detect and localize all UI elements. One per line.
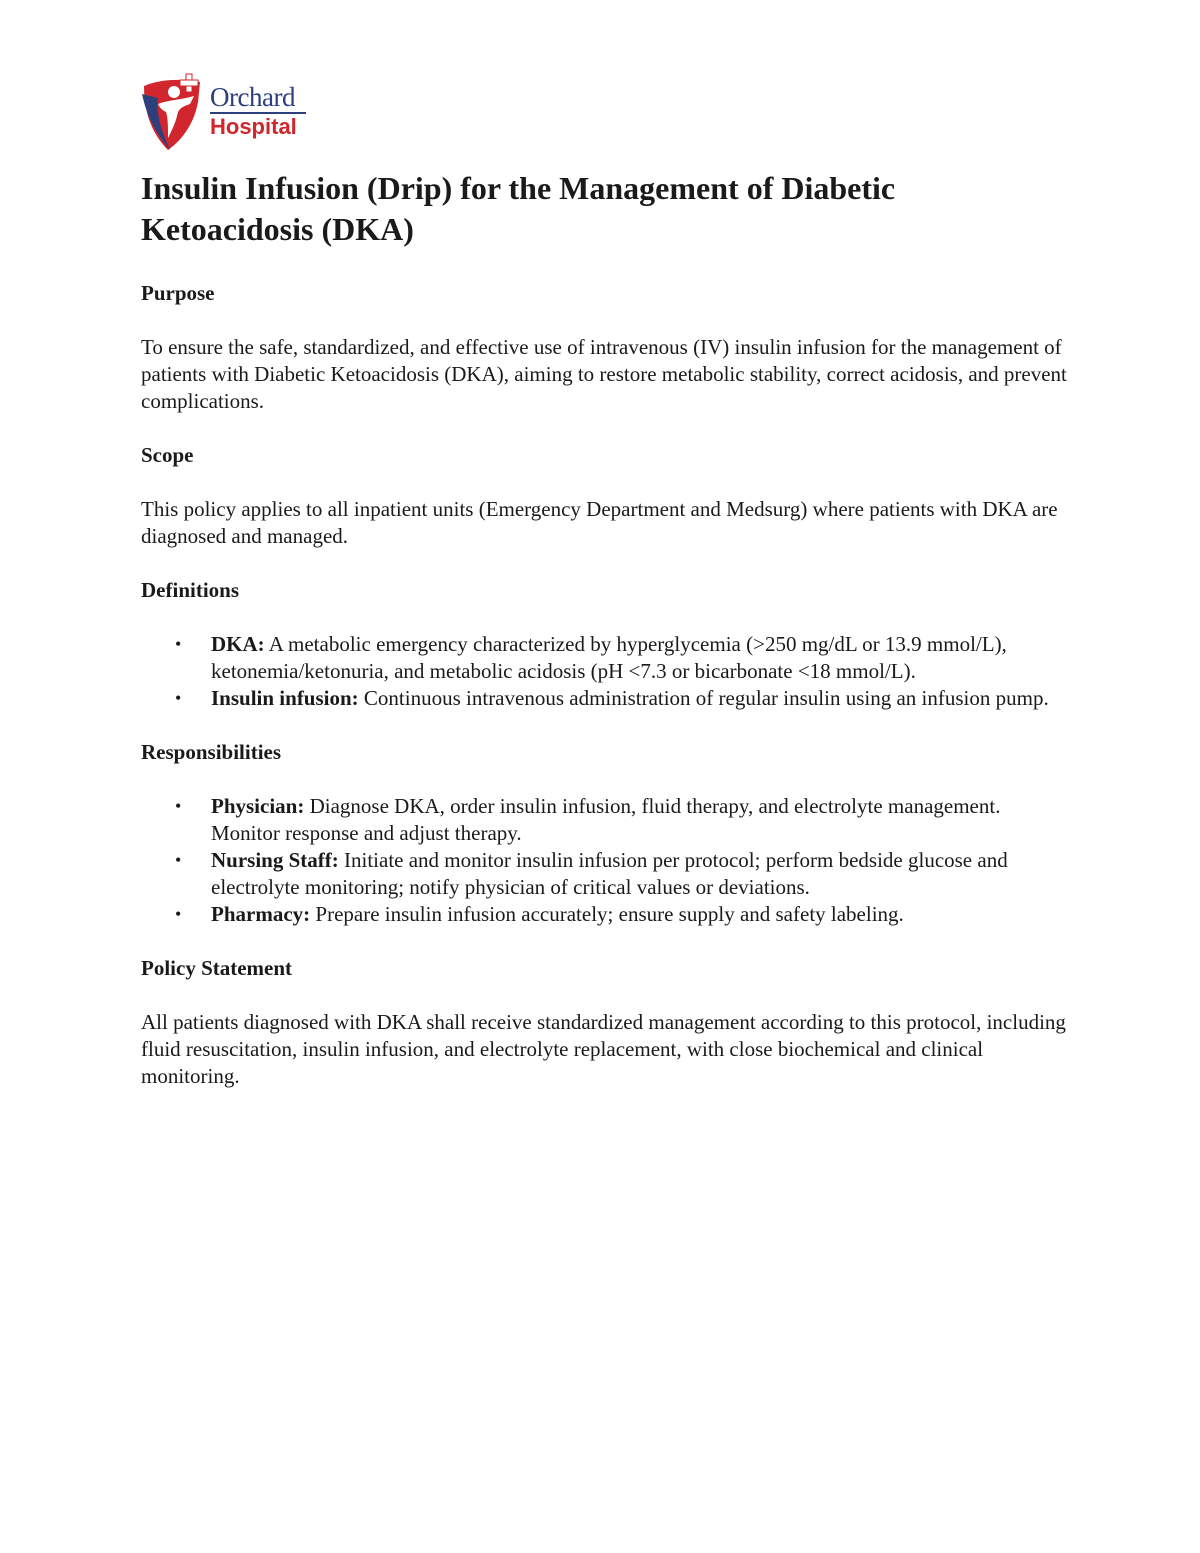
definitions-heading: Definitions	[141, 578, 240, 602]
logo-name-orchard: Orchard	[210, 84, 306, 114]
document-title: Insulin Infusion (Drip) for the Management of Diabetic Ketoacidosis (DKA)	[141, 170, 896, 247]
responsibility-role: Physician:	[211, 794, 305, 818]
responsibilities-heading: Responsibilities	[141, 740, 282, 764]
responsibility-text: Prepare insulin infusion accurately; ensure supply and safety labeling.	[310, 902, 904, 926]
responsibility-item-nursing-staff	[141, 847, 1071, 901]
definition-item-insulin-infusion	[141, 685, 1071, 712]
responsibility-item-pharmacy	[141, 901, 1071, 928]
responsibility-role: Pharmacy:	[211, 902, 311, 926]
responsibility-item-physician	[141, 793, 1071, 847]
bullet-icon: •	[175, 850, 182, 870]
scope-text: This policy applies to all inpatient units (Emergency Department and Medsurg) where patients with DKA are diagnosed and managed.	[141, 497, 1058, 548]
policy-statement-heading: Policy Statement	[141, 956, 293, 980]
purpose-heading: Purpose	[141, 281, 215, 305]
definitions-list	[141, 631, 1071, 712]
responsibility-text: Diagnose DKA, order insulin infusion, fluid therapy, and electrolyte management. Monitor response and adjust therapy.	[211, 794, 1001, 845]
purpose-text: To ensure the safe, standardized, and effective use of intravenous (IV) insulin infusion for the management of patients with Diabetic Ketoacidosis (DKA), aiming to restore metabolic stability, correct acidosis, and prevent complications.	[141, 335, 1067, 413]
bullet-icon: •	[175, 904, 182, 924]
hospital-shield-icon	[138, 72, 210, 152]
scope-heading: Scope	[141, 443, 194, 467]
orchard-hospital-logo	[138, 72, 318, 152]
definition-text: Continuous intravenous administration of regular insulin using an infusion pump.	[358, 686, 1049, 710]
policy-statement-text: All patients diagnosed with DKA shall receive standardized management according to this protocol, including fluid resuscitation, insulin infusion, and electrolyte replacement, with close biochemical and clinical monitoring.	[141, 1010, 1066, 1088]
bullet-icon: •	[175, 634, 182, 654]
responsibility-text: Initiate and monitor insulin infusion per protocol; perform bedside glucose and electrolyte monitoring; notify physician of critical values or deviations.	[211, 848, 1008, 899]
logo-name-hospital: Hospital	[210, 114, 297, 139]
bullet-icon: •	[175, 688, 182, 708]
definition-item-dka	[141, 631, 1071, 685]
responsibility-role: Nursing Staff:	[211, 848, 339, 872]
responsibilities-list	[141, 793, 1071, 928]
definition-text: A metabolic emergency characterized by hyperglycemia (>250 mg/dL or 13.9 mmol/L), ketonemia/ketonuria, and metabolic acidosis (pH <7.3 or bicarbonate <18 mmol/L).	[211, 632, 1007, 683]
document-body	[141, 168, 1071, 1117]
definition-term: Insulin infusion:	[211, 686, 359, 710]
bullet-icon: •	[175, 796, 182, 816]
definition-term: DKA:	[211, 632, 265, 656]
